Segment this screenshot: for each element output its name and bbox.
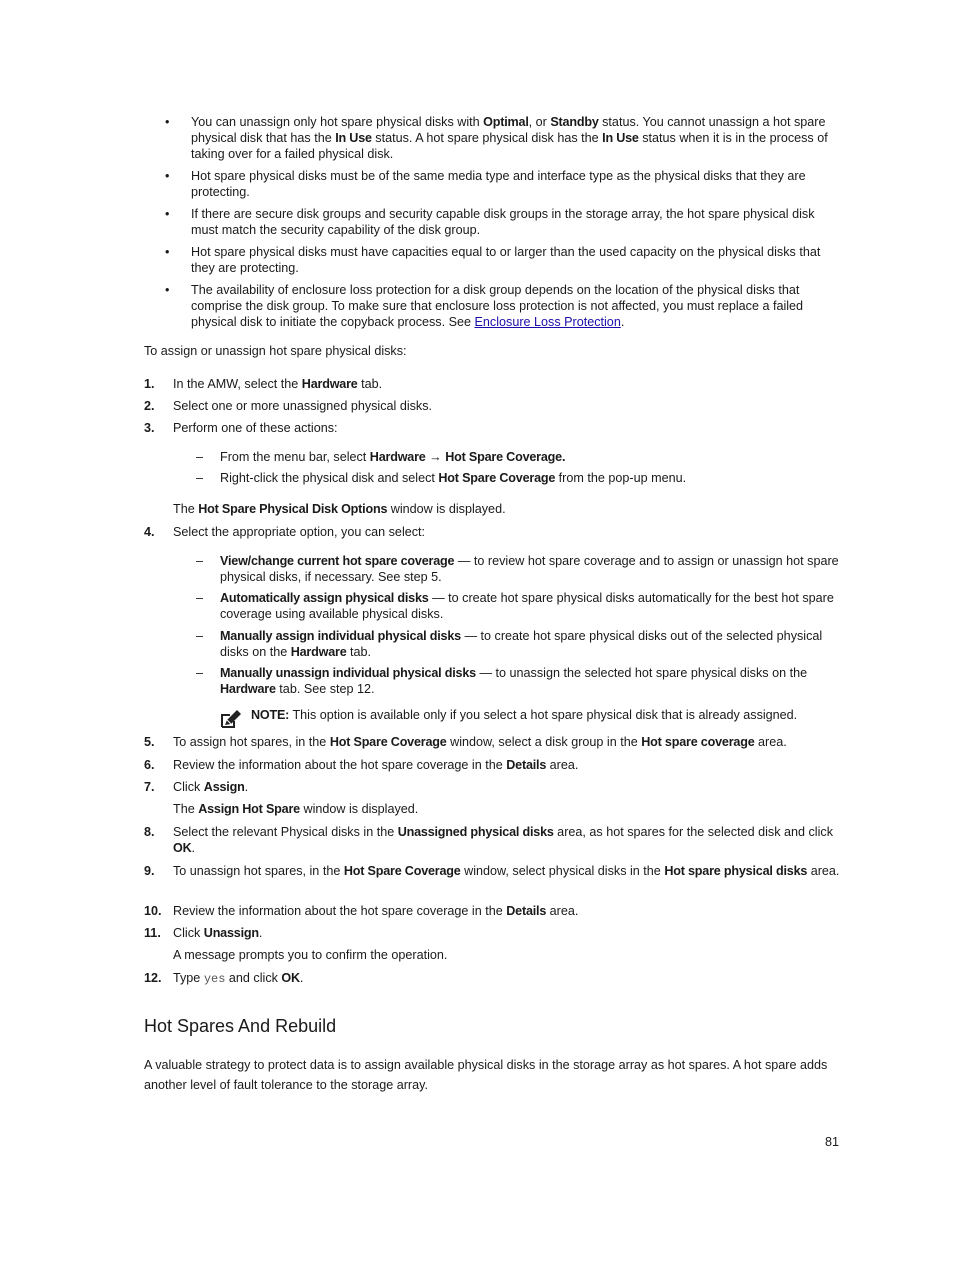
step-7: 7. Click Assign. [144, 780, 249, 794]
step-10: 10. Review the information about the hot spare coverage in the Details area. [144, 904, 579, 918]
step-8: 8. Select the relevant Physical disks in the Unassigned physical disks area, as hot spares for the selected disk and click OK. [144, 825, 833, 855]
step-12: 12. Type yes and click OK. [144, 971, 304, 986]
step-1: 1. In the AMW, select the Hardware tab. [144, 377, 383, 391]
sub-item: – From the menu bar, select Hardware → Hot Spare Coverage. [196, 450, 566, 464]
step-3-result: The Hot Spare Physical Disk Options window is displayed. [173, 502, 506, 516]
sub-item: – Automatically assign physical disks — to create hot spare physical disks automatically for the best hot spare coverage using available physical disks. [196, 591, 834, 621]
step-11: 11. Click Unassign. [144, 926, 263, 940]
sub-item: – View/change current hot spare coverage — to review hot spare coverage and to assign or unassign hot spare physical disks, if necessary. See step 5. [196, 554, 839, 584]
bullet-item: • Hot spare physical disks must be of the same media type and interface type as the physical disks that they are protecting. [165, 169, 806, 199]
page-number: 81 [825, 1135, 840, 1149]
step-6: 6. Review the information about the hot spare coverage in the Details area. [144, 758, 579, 772]
requirements-bullet-list [165, 114, 845, 336]
step-11-result: A message prompts you to confirm the operation. [173, 948, 448, 962]
step-2: 2. Select one or more unassigned physical disks. [144, 399, 433, 413]
bullet-item: • You can unassign only hot spare physical disks with Optimal, or Standby status. You cannot unassign a hot spare physical disk that has the In Use status. A hot spare physical disk has the In Use status when it is in the process of taking over for a failed physical disk. [165, 115, 828, 161]
sub-item: – Right-click the physical disk and select Hot Spare Coverage from the pop-up menu. [196, 471, 687, 485]
code-text: yes [203, 972, 226, 986]
bullet-item: • Hot spare physical disks must have capacities equal to or larger than the used capacity on the physical disks that they are protecting. [165, 245, 821, 275]
bullet-item: • The availability of enclosure loss protection for a disk group depends on the location of the physical disks that comprise the disk group. To make sure that enclosure loss protection is not affected, you must replace a failed physical disk to initiate the copyback process. See Enclosure Loss Protection. [165, 283, 804, 329]
step-4: 4. Select the appropriate option, you can select: [144, 525, 426, 539]
sub-item: – Manually unassign individual physical disks — to unassign the selected hot spare physical disks on the Hardware tab. See step 12. [196, 666, 808, 696]
procedure-intro: To assign or unassign hot spare physical disks: [144, 344, 407, 358]
pencil-note-icon [220, 709, 242, 729]
section-paragraph: A valuable strategy to protect data is to assign available physical disks in the storage array as hot spares. A hot spare adds another level of fault tolerance to the storage array. [144, 1058, 828, 1092]
note-callout: NOTE: This option is available only if you select a hot spare physical disk that is already assigned. [220, 707, 840, 723]
section-heading: Hot Spares And Rebuild [144, 1016, 337, 1036]
step-5: 5. To assign hot spares, in the Hot Spare Coverage window, select a disk group in the Hot spare coverage area. [144, 735, 787, 749]
enclosure-loss-protection-link[interactable]: Enclosure Loss Protection [474, 315, 621, 329]
step-9: 9. To unassign hot spares, in the Hot Spare Coverage window, select physical disks in the Hot spare physical disks area. [144, 864, 840, 878]
step-7-result: The Assign Hot Spare window is displayed. [173, 802, 419, 816]
step-3: 3. Perform one of these actions: [144, 421, 338, 435]
sub-item: – Manually assign individual physical disks — to create hot spare physical disks out of the selected physical disks on the Hardware tab. [196, 629, 823, 659]
bullet-item: • If there are secure disk groups and security capable disk groups in the storage array, the hot spare physical disk must match the security capability of the disk group. [165, 207, 815, 237]
